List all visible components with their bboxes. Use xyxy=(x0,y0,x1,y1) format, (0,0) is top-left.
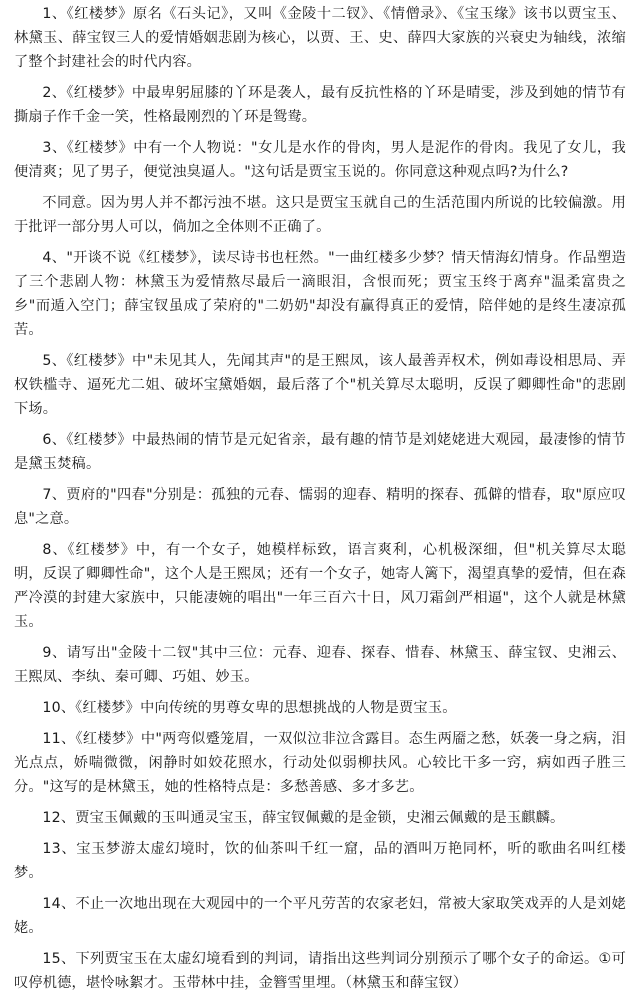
paragraph-7: 7、贾府的"四春"分别是：孤独的元春、懦弱的迎春、精明的探春、孤僻的惜春，取"原应叹息"之意。 xyxy=(14,487,626,527)
paragraph-9: 9、请写出"金陵十二钗"其中三位：元春、迎春、探春、惜春、林黛玉、薛宝钗、史湘云、王熙凤、李纨、秦可卿、巧姐、妙玉。 xyxy=(14,645,626,685)
paragraph-6: 6、《红楼梦》中最热闹的情节是元妃省亲，最有趣的情节是刘姥姥进大观园，最凄惨的情节是黛玉焚稿。 xyxy=(14,432,626,472)
paragraph-14: 14、不止一次地出现在大观园中的一个平凡劳苦的农家老妇，常被大家取笑戏弄的人是刘姥姥。 xyxy=(14,896,626,936)
paragraph-8: 8、《红楼梦》中，有一个女子，她模样标致，语言爽利，心机极深细，但"机关算尽太聪明，反误了卿卿性命"，这个人是王熙凤；还有一个女子，她寄人篱下，渴望真挚的爱情，但在森严冷漠的封建大家族中，只能凄婉的唱出"一年三百六十日，风刀霜剑严相逼"，这个人就是林黛玉。 xyxy=(14,542,626,630)
paragraph-4: 4、"开谈不说《红楼梦》，读尽诗书也枉然。"一曲红楼多少梦？情天情海幻情身。作品塑造了三个悲剧人物：林黛玉为爱情熬尽最后一滴眼泪，含恨而死；贾宝玉终于离弃"温柔富贵之乡"而遁入空门；薛宝钗虽成了荣府的"二奶奶"却没有赢得真正的爱情，陪伴她的是终生凄凉孤苦。 xyxy=(14,250,626,338)
paragraph-3-answer: 不同意。因为男人并不都污浊不堪。这只是贾宝玉就自己的生活范围内所说的比较偏激。用于批评一部分男人可以，倘加之全体则不正确了。 xyxy=(14,195,626,235)
paragraph-11: 11、《红楼梦》中"两弯似蹙笼眉，一双似泣非泣含露目。态生两靥之愁，妖袭一身之病，泪光点点，娇喘微微，闲静时如姣花照水，行动处似弱柳扶风。心较比干多一窍，病如西子胜三分。"这写的是林黛玉，她的性格特点是：多愁善感、多才多艺。 xyxy=(14,731,626,795)
paragraph-13: 13、宝玉梦游太虚幻境时，饮的仙茶叫千红一窟，品的酒叫万艳同杯，听的歌曲名叫红楼梦。 xyxy=(14,841,626,881)
paragraph-15: 15、下列贾宝玉在太虚幻境看到的判词，请指出这些判词分别预示了哪个女子的命运。①可叹停机德，堪怜咏絮才。玉带林中挂，金簪雪里埋。（林黛玉和薛宝钗） xyxy=(14,951,626,991)
paragraph-5: 5、《红楼梦》中"未见其人，先闻其声"的是王熙凤，该人最善弄权术，例如毒设相思局、弄权铁槛寺、逼死尤二姐、破坏宝黛婚姻，最后落了个"机关算尽太聪明，反误了卿卿性命"的悲剧下场。 xyxy=(14,353,626,417)
paragraph-10: 10、《红楼梦》中向传统的男尊女卑的思想挑战的人物是贾宝玉。 xyxy=(42,700,457,716)
paragraph-12: 12、贾宝玉佩戴的玉叫通灵宝玉，薛宝钗佩戴的是金锁，史湘云佩戴的是玉麒麟。 xyxy=(42,810,565,826)
paragraph-2: 2、《红楼梦》中最卑躬屈膝的丫环是袭人，最有反抗性格的丫环是晴雯，涉及到她的情节有撕扇子作千金一笑，性格最刚烈的丫环是鸳鸯。 xyxy=(14,85,626,125)
paragraph-1: 1、《红楼梦》原名《石头记》，又叫《金陵十二钗》、《情僧录》、《宝玉缘》该书以贾宝玉、林黛玉、薛宝钗三人的爱情婚姻悲剧为核心，以贾、王、史、薛四大家族的兴衰史为轴线，浓缩了整个封建社会的时代内容。 xyxy=(14,6,626,70)
paragraph-3: 3、《红楼梦》中有一个人物说："女儿是水作的骨肉，男人是泥作的骨肉。我见了女儿，我便清爽；见了男子，便觉浊臭逼人。"这句话是贾宝玉说的。你同意这种观点吗?为什么? xyxy=(14,140,626,180)
